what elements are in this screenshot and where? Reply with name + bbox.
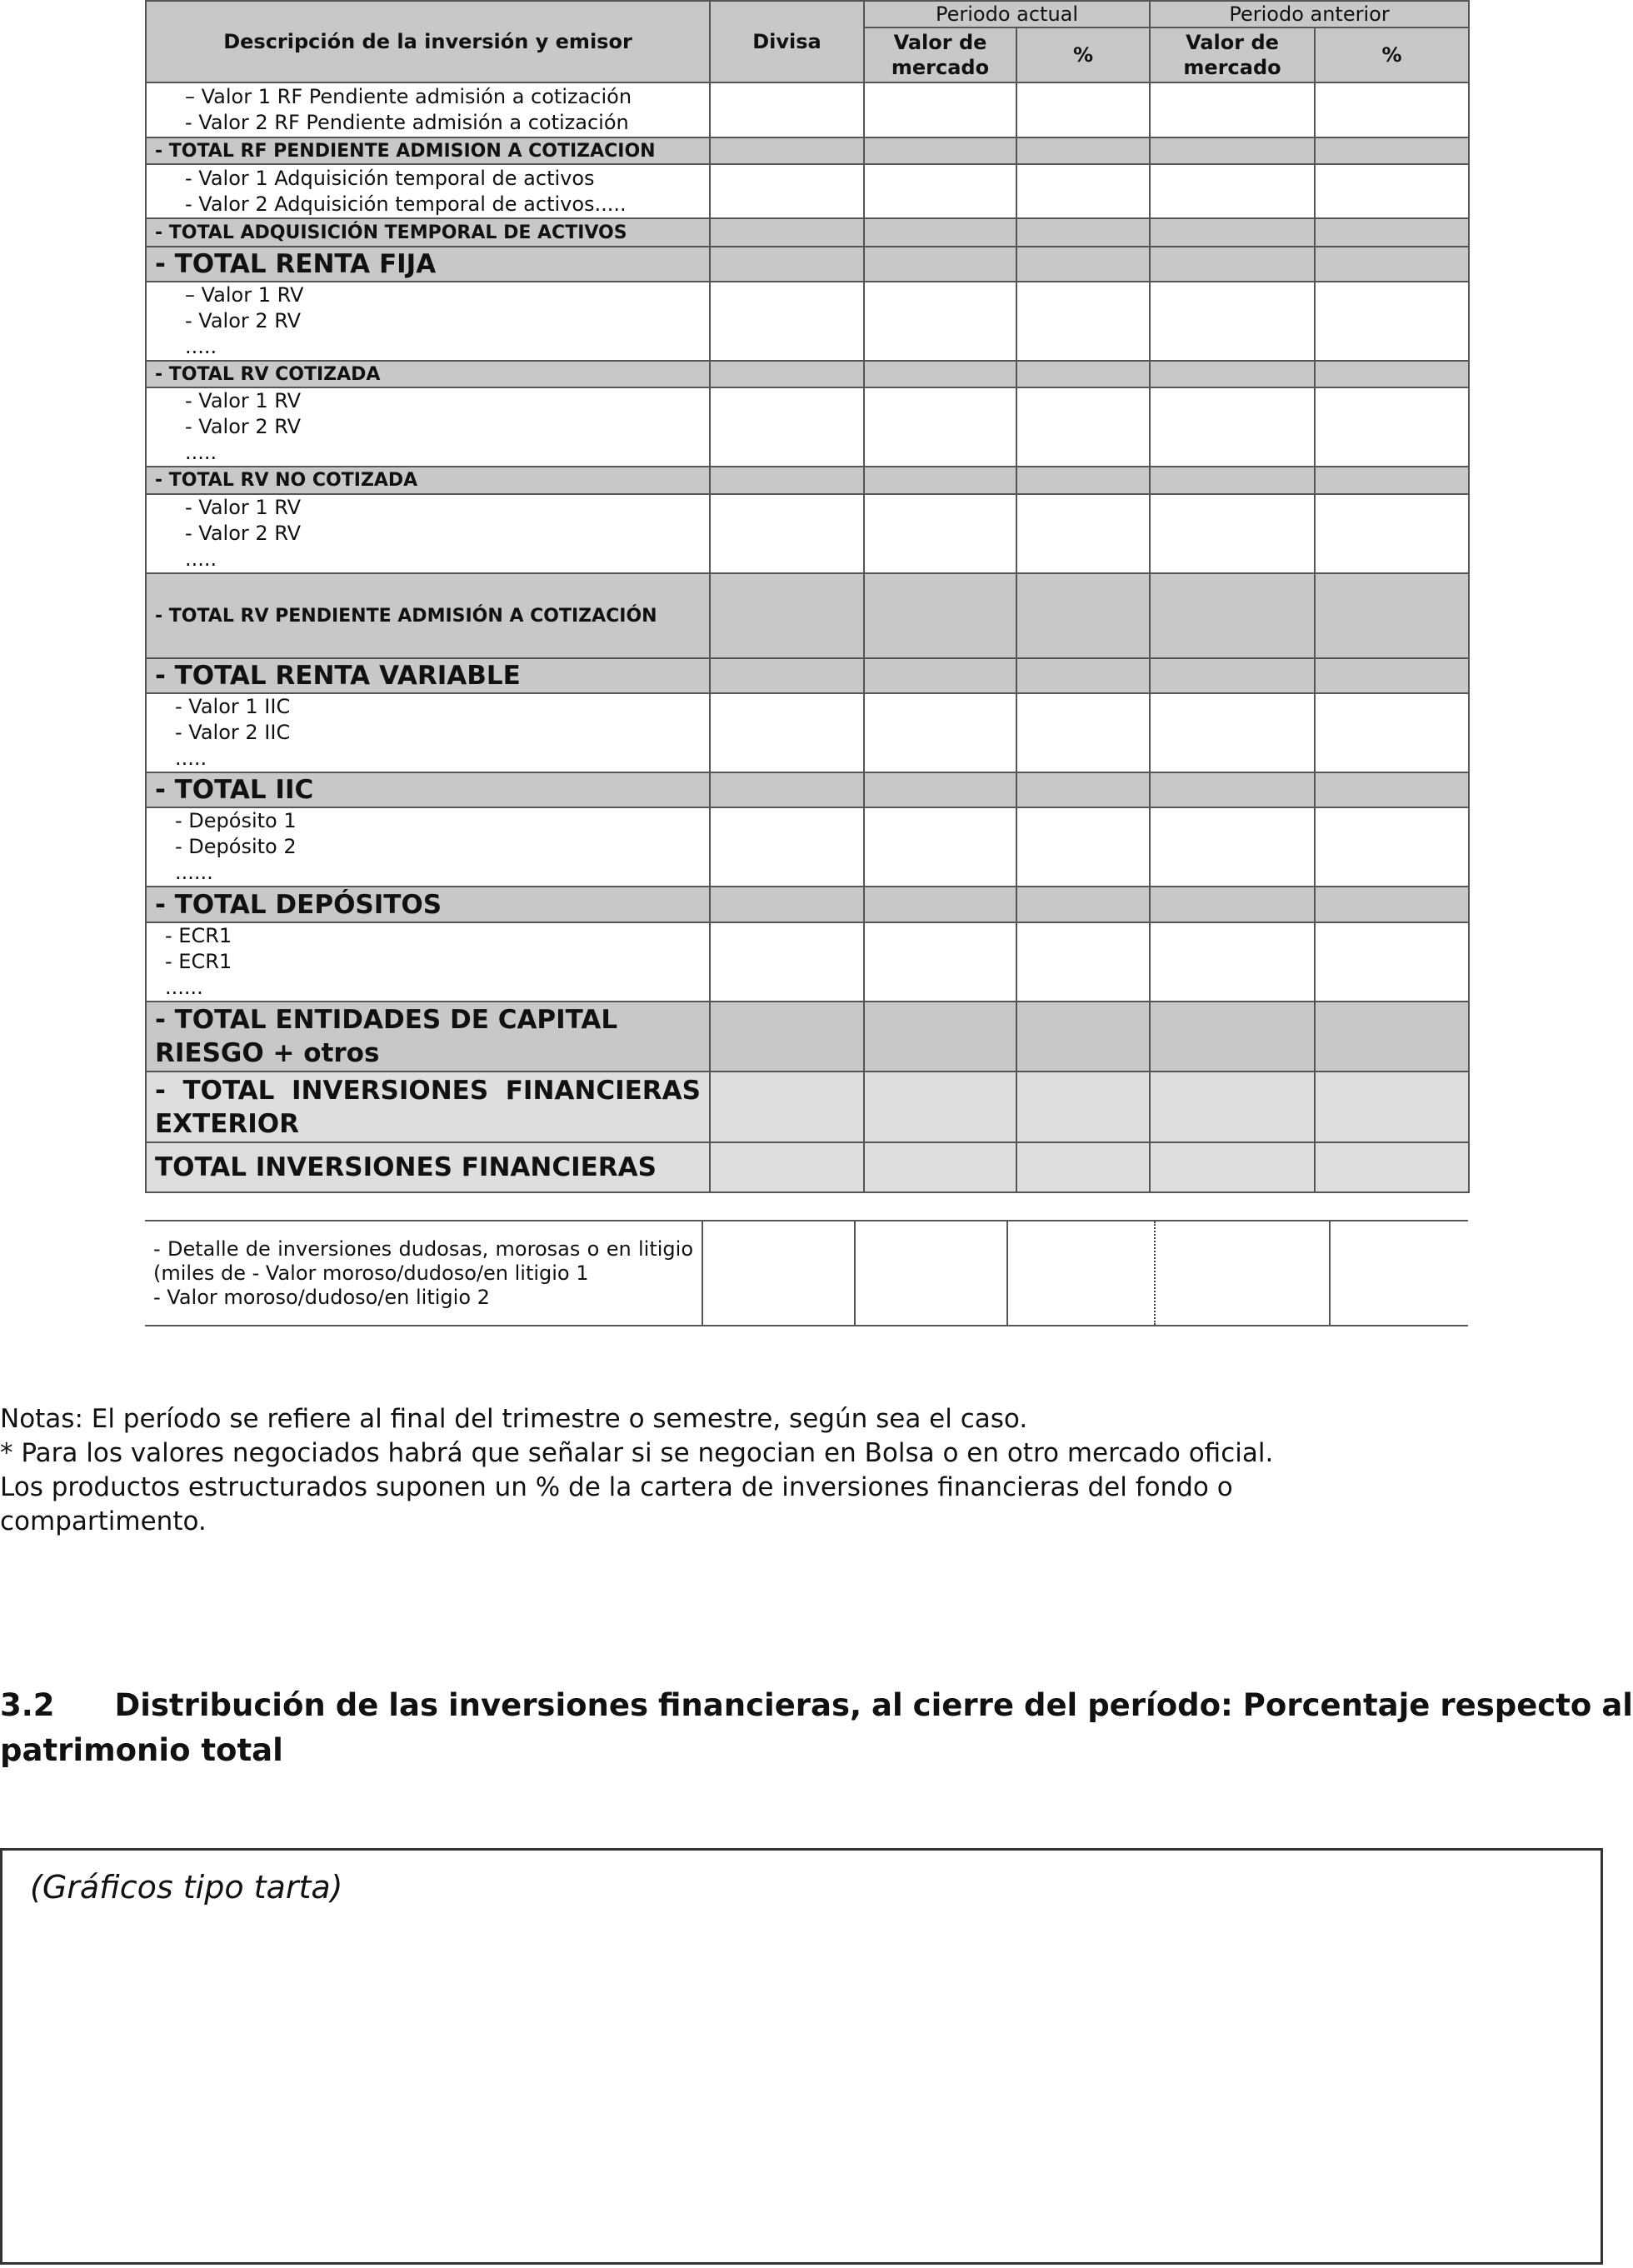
row-label: - TOTAL IIC bbox=[146, 772, 710, 807]
percent-cell bbox=[1330, 1221, 1468, 1326]
value-cell bbox=[1150, 137, 1315, 164]
subtotal-row bbox=[146, 573, 1469, 658]
percent-cell bbox=[1315, 282, 1469, 361]
currency-cell bbox=[710, 693, 864, 772]
value-cell bbox=[855, 1221, 1007, 1326]
table-row bbox=[146, 693, 1469, 772]
table-row bbox=[146, 164, 1469, 218]
currency-cell bbox=[710, 164, 864, 218]
heading-word: financieras, bbox=[658, 1687, 862, 1723]
row-line: - Detalle de inversiones dudosas, morosas o en litigio (miles de - Valor moroso/dudoso/en litigio 1 bbox=[153, 1236, 693, 1285]
percent-cell bbox=[1315, 387, 1469, 467]
header-market-value-current: Valor de mercado bbox=[864, 27, 1016, 82]
row-label: - TOTAL DEPÓSITOS bbox=[146, 887, 710, 922]
percent-cell bbox=[1315, 247, 1469, 282]
percent-cell bbox=[1016, 164, 1150, 218]
percent-cell bbox=[1315, 693, 1469, 772]
header-previous-period: Periodo anterior bbox=[1150, 1, 1469, 27]
value-cell bbox=[864, 1142, 1016, 1192]
currency-cell bbox=[710, 467, 864, 494]
currency-cell bbox=[710, 807, 864, 887]
row-line: - Valor 2 IIC bbox=[175, 721, 291, 744]
value-cell bbox=[1150, 658, 1315, 693]
percent-cell bbox=[1315, 361, 1469, 387]
value-cell bbox=[1155, 1221, 1330, 1326]
table-row bbox=[146, 922, 1469, 1002]
row-line: ..... bbox=[185, 335, 217, 358]
header-currency: Divisa bbox=[710, 1, 864, 82]
row-line: - Valor 2 RF Pendiente admisión a cotización bbox=[185, 111, 629, 134]
header-description: Descripción de la inversión y emisor bbox=[146, 1, 710, 82]
row-line: - Depósito 1 bbox=[175, 809, 297, 832]
currency-cell bbox=[710, 922, 864, 1002]
value-cell bbox=[864, 693, 1016, 772]
row-label: - TOTAL INVERSIONES FINANCIERAS EXTERIOR bbox=[146, 1072, 710, 1142]
currency-cell bbox=[710, 387, 864, 467]
row-label: TOTAL INVERSIONES FINANCIERAS bbox=[146, 1142, 710, 1192]
header-current-period: Periodo actual bbox=[864, 1, 1150, 27]
heading-word: las bbox=[388, 1687, 438, 1723]
value-cell bbox=[1150, 1142, 1315, 1192]
table-row bbox=[146, 282, 1469, 361]
currency-cell bbox=[710, 82, 864, 137]
percent-cell bbox=[1315, 772, 1469, 807]
heading-word: Porcentaje bbox=[1242, 1687, 1431, 1723]
row-line: - Valor 1 IIC bbox=[175, 695, 291, 718]
row-line: - ECR1 bbox=[165, 950, 232, 973]
value-cell bbox=[864, 658, 1016, 693]
notes bbox=[0, 1402, 1273, 1539]
percent-cell bbox=[1315, 922, 1469, 1002]
value-cell bbox=[864, 772, 1016, 807]
percent-cell bbox=[1016, 1072, 1150, 1142]
row-line: – Valor 1 RF Pendiente admisión a cotización bbox=[185, 85, 632, 108]
section-heading bbox=[0, 1683, 1633, 1773]
row-description bbox=[146, 807, 710, 887]
percent-cell bbox=[1315, 887, 1469, 922]
value-cell bbox=[1150, 772, 1315, 807]
currency-cell bbox=[710, 887, 864, 922]
percent-cell bbox=[1315, 807, 1469, 887]
value-cell bbox=[864, 218, 1016, 247]
section-heading-line-2: patrimonio total bbox=[0, 1732, 283, 1768]
total-row bbox=[146, 1072, 1469, 1142]
row-label: - TOTAL RV PENDIENTE ADMISIÓN A COTIZACIÓN bbox=[146, 573, 710, 658]
currency-cell bbox=[710, 282, 864, 361]
total-row bbox=[146, 658, 1469, 693]
percent-cell bbox=[1007, 1221, 1155, 1326]
row-line: ..... bbox=[185, 441, 217, 464]
header-row-1 bbox=[146, 1, 1469, 27]
percent-cell bbox=[1016, 1142, 1150, 1192]
row-label: - TOTAL RV COTIZADA bbox=[146, 361, 710, 387]
value-cell bbox=[1150, 1002, 1315, 1072]
value-cell bbox=[864, 467, 1016, 494]
value-cell bbox=[864, 387, 1016, 467]
note-line: Los productos estructurados suponen un % de la cartera de inversiones financieras del fondo o bbox=[0, 1472, 1233, 1502]
percent-cell bbox=[1315, 137, 1469, 164]
percent-cell bbox=[1016, 807, 1150, 887]
value-cell bbox=[864, 922, 1016, 1002]
currency-cell bbox=[710, 1002, 864, 1072]
row-line: - Valor 1 RV bbox=[185, 389, 302, 412]
value-cell bbox=[864, 82, 1016, 137]
row-line: ..... bbox=[175, 747, 207, 770]
currency-cell bbox=[710, 1072, 864, 1142]
table-row bbox=[145, 1221, 1468, 1326]
row-line: ..... bbox=[185, 547, 217, 571]
row-line: - ECR1 bbox=[165, 924, 232, 947]
row-line: - Valor 2 RV bbox=[185, 415, 302, 438]
row-line: – Valor 1 RV bbox=[185, 283, 304, 307]
value-cell bbox=[1150, 164, 1315, 218]
percent-cell bbox=[1016, 887, 1150, 922]
value-cell bbox=[864, 494, 1016, 573]
percent-cell bbox=[1315, 494, 1469, 573]
percent-cell bbox=[1315, 164, 1469, 218]
row-line: - Valor 1 Adquisición temporal de activos bbox=[185, 166, 595, 190]
value-cell bbox=[1150, 693, 1315, 772]
currency-cell bbox=[710, 1142, 864, 1192]
currency-cell bbox=[710, 573, 864, 658]
value-cell bbox=[1150, 922, 1315, 1002]
percent-cell bbox=[1016, 693, 1150, 772]
percent-cell bbox=[1016, 247, 1150, 282]
table-row bbox=[146, 82, 1469, 137]
row-description bbox=[146, 693, 710, 772]
percent-cell bbox=[1016, 137, 1150, 164]
percent-cell bbox=[1016, 218, 1150, 247]
value-cell bbox=[1150, 282, 1315, 361]
percent-cell bbox=[1016, 772, 1150, 807]
heading-word: respecto bbox=[1440, 1687, 1592, 1723]
total-row bbox=[146, 1142, 1469, 1192]
value-cell bbox=[864, 807, 1016, 887]
row-label: - TOTAL RENTA VARIABLE bbox=[146, 658, 710, 693]
section-heading-line-1 bbox=[0, 1683, 1633, 1728]
heading-word: de bbox=[335, 1687, 379, 1723]
doubtful-description bbox=[145, 1221, 702, 1326]
percent-cell bbox=[1016, 494, 1150, 573]
row-label: - TOTAL RF PENDIENTE ADMISION A COTIZACION bbox=[146, 137, 710, 164]
row-line: - Valor 2 RV bbox=[185, 522, 302, 545]
currency-cell bbox=[710, 247, 864, 282]
row-label: - TOTAL RV NO COTIZADA bbox=[146, 467, 710, 494]
row-label: - TOTAL ENTIDADES DE CAPITAL RIESGO + otros bbox=[146, 1002, 710, 1072]
percent-cell bbox=[1315, 1002, 1469, 1072]
percent-cell bbox=[1016, 361, 1150, 387]
row-description bbox=[146, 82, 710, 137]
row-label: - TOTAL RENTA FIJA bbox=[146, 247, 710, 282]
total-row bbox=[146, 247, 1469, 282]
header-percent-current: % bbox=[1016, 27, 1150, 82]
percent-cell bbox=[1016, 467, 1150, 494]
value-cell bbox=[1150, 387, 1315, 467]
value-cell bbox=[1150, 247, 1315, 282]
row-description bbox=[146, 387, 710, 467]
subtotal-row bbox=[146, 218, 1469, 247]
row-line: - Depósito 2 bbox=[175, 835, 297, 858]
total-row bbox=[146, 887, 1469, 922]
row-line: - Valor 2 RV bbox=[185, 309, 302, 332]
currency-cell bbox=[710, 494, 864, 573]
table-row bbox=[146, 494, 1469, 573]
total-row bbox=[146, 1002, 1469, 1072]
heading-word: período: bbox=[1087, 1687, 1233, 1723]
currency-cell bbox=[710, 218, 864, 247]
value-cell bbox=[1150, 887, 1315, 922]
heading-word: cierre bbox=[912, 1687, 1014, 1723]
subtotal-row bbox=[146, 361, 1469, 387]
percent-cell bbox=[1315, 1072, 1469, 1142]
heading-word: Distribución bbox=[114, 1687, 326, 1723]
value-cell bbox=[864, 573, 1016, 658]
value-cell bbox=[1150, 361, 1315, 387]
note-line: compartimento. bbox=[0, 1506, 207, 1536]
subtotal-row bbox=[146, 137, 1469, 164]
percent-cell bbox=[1016, 82, 1150, 137]
value-cell bbox=[1150, 807, 1315, 887]
percent-cell bbox=[1315, 1142, 1469, 1192]
row-description bbox=[146, 164, 710, 218]
value-cell bbox=[1150, 1072, 1315, 1142]
percent-cell bbox=[1016, 658, 1150, 693]
percent-cell bbox=[1016, 387, 1150, 467]
heading-word: inversiones bbox=[447, 1687, 649, 1723]
heading-word: al bbox=[871, 1687, 903, 1723]
percent-cell bbox=[1315, 218, 1469, 247]
row-description bbox=[146, 494, 710, 573]
value-cell bbox=[864, 247, 1016, 282]
note-line: Notas: El período se refiere al final del trimestre o semestre, según sea el caso. bbox=[0, 1404, 1028, 1434]
value-cell bbox=[864, 1002, 1016, 1072]
header-market-value-previous: Valor de mercado bbox=[1150, 27, 1315, 82]
value-cell bbox=[864, 282, 1016, 361]
currency-cell bbox=[710, 772, 864, 807]
value-cell bbox=[864, 164, 1016, 218]
subtotal-row bbox=[146, 467, 1469, 494]
total-row bbox=[146, 772, 1469, 807]
percent-cell bbox=[1016, 573, 1150, 658]
value-cell bbox=[1150, 467, 1315, 494]
header-percent-previous: % bbox=[1315, 27, 1469, 82]
row-description bbox=[146, 922, 710, 1002]
row-line: - Valor 1 RV bbox=[185, 496, 302, 519]
value-cell bbox=[1150, 218, 1315, 247]
currency-cell bbox=[710, 361, 864, 387]
percent-cell bbox=[1016, 1002, 1150, 1072]
section-number: 3.2 bbox=[0, 1687, 55, 1723]
table-row bbox=[146, 807, 1469, 887]
row-line: - Valor moroso/dudoso/en litigio 2 bbox=[153, 1285, 490, 1309]
pie-chart-placeholder-box bbox=[0, 1848, 1603, 2265]
row-line: ...... bbox=[175, 861, 213, 884]
percent-cell bbox=[1315, 82, 1469, 137]
heading-word: al bbox=[1601, 1687, 1633, 1723]
row-description bbox=[146, 282, 710, 361]
value-cell bbox=[864, 1072, 1016, 1142]
pie-chart-placeholder-label: (Gráficos tipo tarta) bbox=[30, 1869, 343, 1906]
row-line: ...... bbox=[165, 976, 203, 999]
value-cell bbox=[864, 887, 1016, 922]
value-cell bbox=[1150, 82, 1315, 137]
percent-cell bbox=[1016, 922, 1150, 1002]
currency-cell bbox=[710, 658, 864, 693]
currency-cell bbox=[702, 1221, 855, 1326]
table-row bbox=[146, 387, 1469, 467]
investments-table bbox=[145, 0, 1470, 1193]
percent-cell bbox=[1315, 573, 1469, 658]
value-cell bbox=[1150, 494, 1315, 573]
percent-cell bbox=[1315, 467, 1469, 494]
row-label: - TOTAL ADQUISICIÓN TEMPORAL DE ACTIVOS bbox=[146, 218, 710, 247]
currency-cell bbox=[710, 137, 864, 164]
percent-cell bbox=[1315, 658, 1469, 693]
value-cell bbox=[864, 137, 1016, 164]
percent-cell bbox=[1016, 282, 1150, 361]
heading-word: del bbox=[1023, 1687, 1078, 1723]
value-cell bbox=[864, 361, 1016, 387]
doubtful-investments-table bbox=[145, 1220, 1468, 1326]
value-cell bbox=[1150, 573, 1315, 658]
row-line: - Valor 2 Adquisición temporal de activos..... bbox=[185, 192, 627, 216]
note-line: * Para los valores negociados habrá que señalar si se negocian en Bolsa o en otro mercado oficial. bbox=[0, 1438, 1274, 1468]
